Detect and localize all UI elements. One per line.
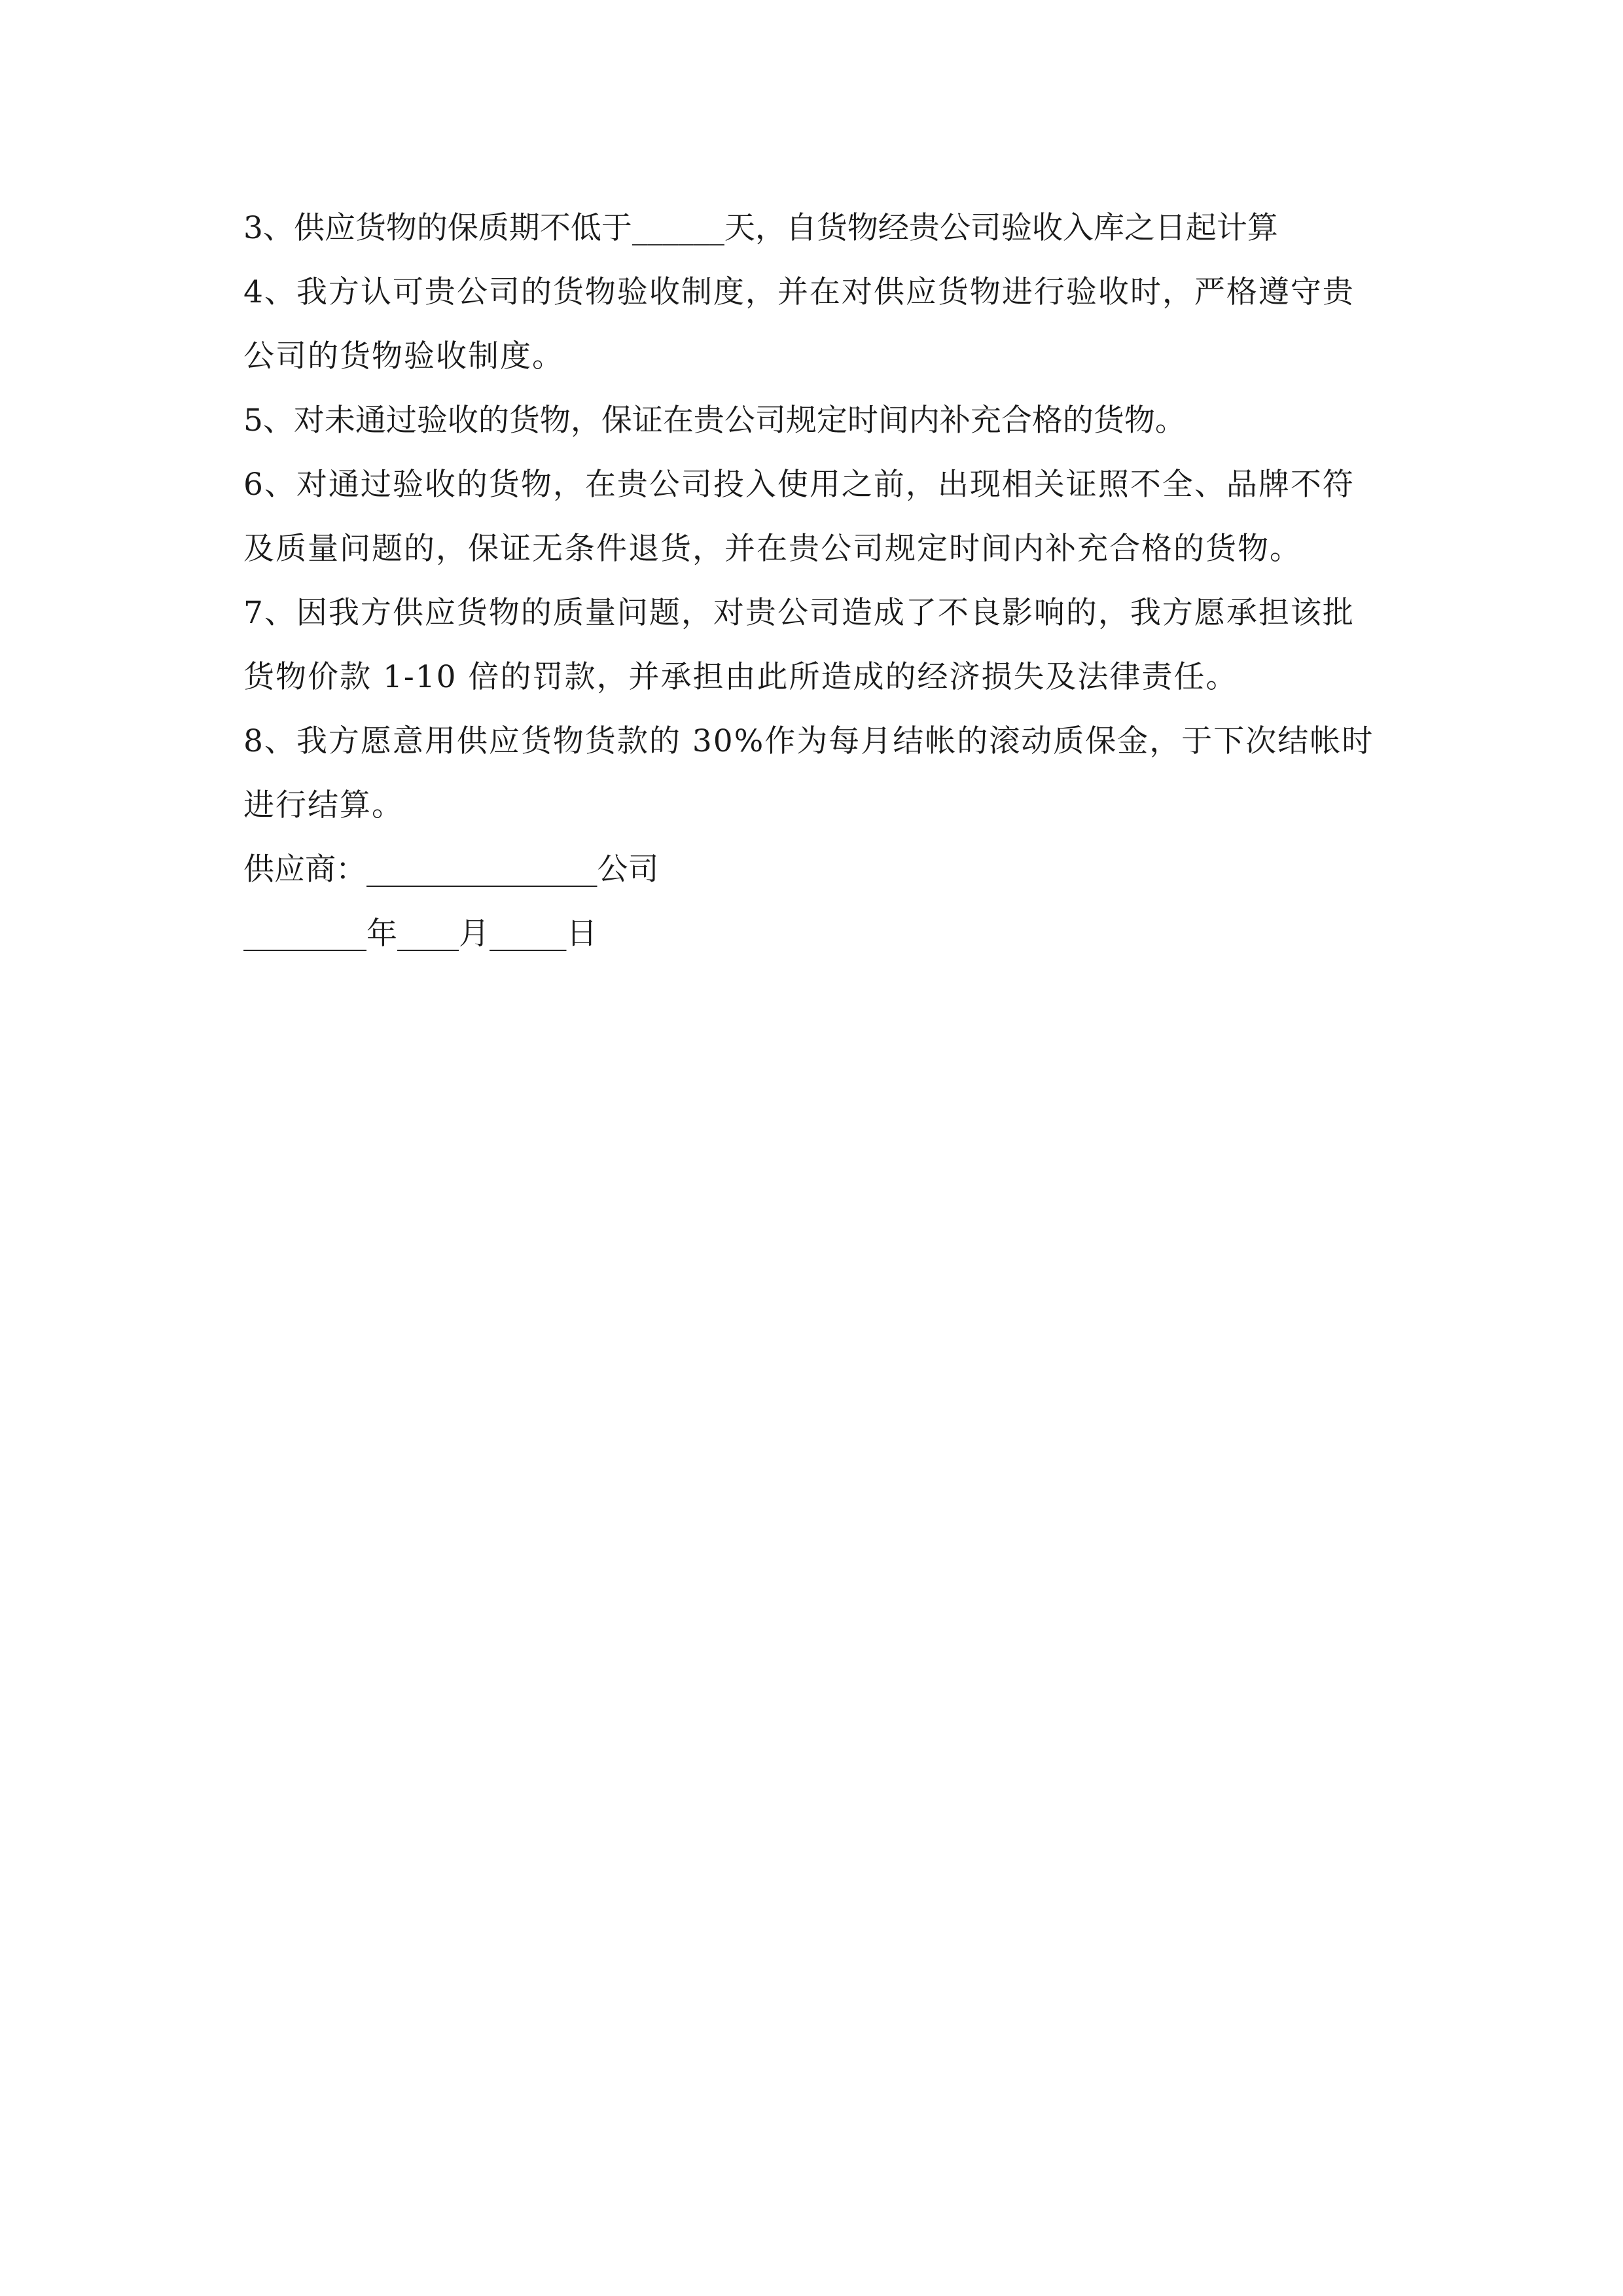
date-line: ________年____月_____日 xyxy=(243,916,597,952)
clause-6: 6、对通过验收的货物，在贵公司投入使用之前，出现相关证照不全、品牌不符及质量问题的，保证无条件退货，并在贵公司规定时间内补充合格的货物。 xyxy=(243,467,1355,567)
clause-4: 4、我方认可贵公司的货物验收制度，并在对供应货物进行验收时，严格遵守贵公司的货物验收制度。 xyxy=(243,274,1355,374)
clause-3: 3、供应货物的保质期不低于______天，自货物经贵公司验收入库之日起计算 xyxy=(243,210,1278,246)
document-body xyxy=(243,196,1382,966)
clause-8: 8、我方愿意用供应货物货款的 30%作为每月结帐的滚动质保金，于下次结帐时进行结算。 xyxy=(243,723,1374,823)
clause-7: 7、因我方供应货物的质量问题，对贵公司造成了不良影响的，我方愿承担该批货物价款 1-10 倍的罚款，并承担由此所造成的经济损失及法律责任。 xyxy=(243,595,1355,695)
clause-5: 5、对未通过验收的货物，保证在贵公司规定时间内补充合格的货物。 xyxy=(243,403,1186,439)
supplier-signature-line: 供应商：_______________公司 xyxy=(243,852,659,888)
